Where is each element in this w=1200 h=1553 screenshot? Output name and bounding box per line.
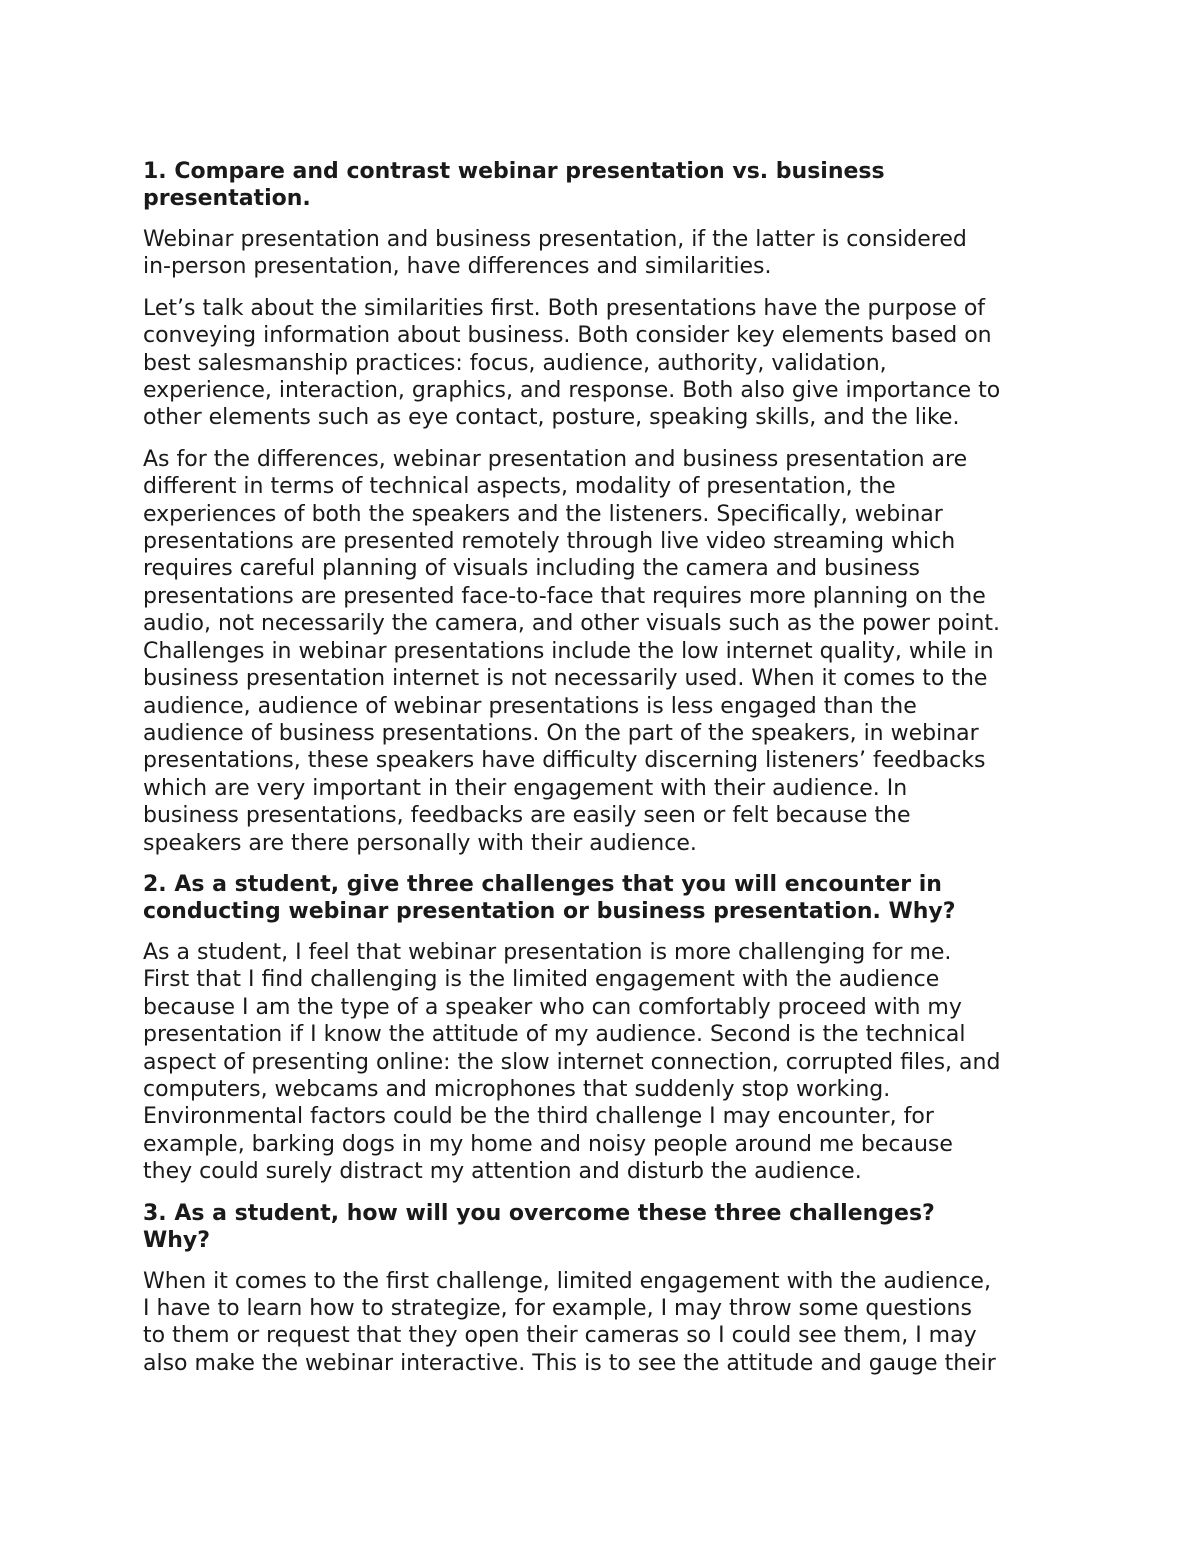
question-1-heading: 1. Compare and contrast webinar presentation vs. business presentation. bbox=[143, 159, 885, 211]
question-3-heading: 3. As a student, how will you overcome these three challenges? Why? bbox=[143, 1200, 935, 1253]
question-3-paragraph-1: When it comes to the first challenge, limited engagement with the audience, I have to learn how to strategize, for example, I may throw some questions to them or request that they open their cameras so I could see them, I may also make the webinar interactive. This is to see the attitude and gauge their bbox=[143, 1268, 996, 1376]
question-1-paragraph-2: Let’s talk about the similarities first. Both presentations have the purpose of conveying information about business. Both consider key elements based on best salesmanship practices: focus, audience, authority, validation, experience, interaction, graphics, and response. Both also give importance to other elements such as eye contact, posture, speaking skills, and the like. bbox=[143, 295, 1001, 431]
question-2-paragraph-1: As a student, I feel that webinar presentation is more challenging for me. First that I find challenging is the limited engagement with the audience because I am the type of a speaker who can comfortably proceed with my presentation if I know the attitude of my audience. Second is the technical aspect of presenting online: the slow internet connection, corrupted files, and computers, webcams and microphones that suddenly stop working. Environmental factors could be the third challenge I may encounter, for example, barking dogs in my home and noisy people around me because they could surely distract my attention and disturb the audience. bbox=[143, 939, 1001, 1185]
question-1-paragraph-1: Webinar presentation and business presentation, if the latter is considered in-person presentation, have differences and similarities. bbox=[143, 227, 967, 280]
document-page bbox=[143, 158, 1068, 1391]
question-1-paragraph-3: As for the differences, webinar presentation and business presentation are different in terms of technical aspects, modality of presentation, the experiences of both the speakers and the listeners. Specifically, webinar presentations are presented remotely through live video streaming which requires careful planning of visuals including the camera and business presentations are presented face-to-face that requires more planning on the audio, not necessarily the camera, and other visuals such as the power point. Challenges in webinar presentations include the low internet quality, while in business presentation internet is not necessarily used. When it comes to the audience, audience of webinar presentations is less engaged than the audience of business presentations. On the part of the speakers, in webinar presentations, these speakers have difficulty discerning listeners’ feedbacks which are very important in their engagement with their audience. In business presentations, feedbacks are easily seen or felt because the speakers are there personally with their audience. bbox=[143, 446, 1001, 856]
question-2-heading: 2. As a student, give three challenges that you will encounter in conducting webinar presentation or business presentation. Why? bbox=[143, 871, 956, 924]
